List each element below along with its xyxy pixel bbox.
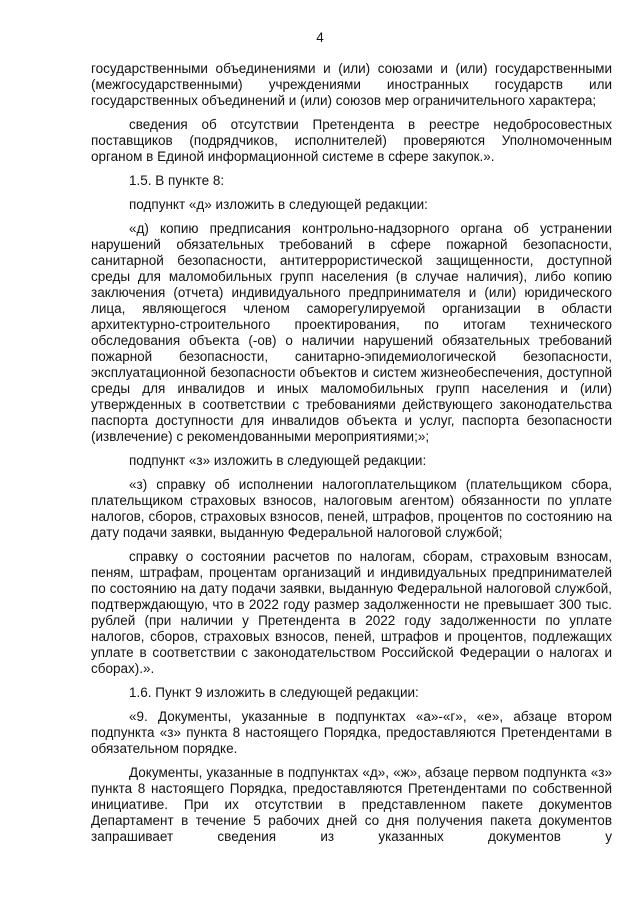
paragraph-continuation: государственными объединениями и (или) союзами и (или) государственными (межгосударственными) учреждениями иностранных государств или государственных объединений и (или) союзов мер ограничительного характера;	[91, 61, 612, 108]
section-heading: 1.5. В пункте 8:	[129, 173, 225, 188]
paragraph: сведения об отсутствии Претендента в реестре недобросовестных поставщиков (подрядчиков, исполнителей) проверяются Уполномоченным органом в Единой информационной системе в сфере закупок.».	[91, 117, 612, 164]
paragraph: подпункт «з» изложить в следующей редакции:	[129, 453, 427, 468]
paragraph: Документы, указанные в подпунктах «д», «ж», абзаце первом подпункта «з» пункта 8 настоящего Порядка, предоставляются Претендентами по собственной инициативе. При их отсутствии в представленном пакете документов Департамент в течение 5 рабочих дней со дня получения пакета документов запрашивает сведения из указанных документов у	[91, 765, 612, 844]
document-body	[91, 61, 612, 845]
paragraph: справку о состоянии расчетов по налогам, сборам, страховым взносам, пеням, штрафам, процентам организаций и индивидуальных предпринимателей по состоянию на дату подачи заявки, выданную Федеральной налоговой службой, подтверждающую, что в 2022 году размер задолженности не превышает 300 тыс. рублей (при наличии у Претендента в 2022 году задолженности по уплате налогов, сборов, страховых взносов, пеней, штрафов и процентов, подлежащих уплате в соответствии с законодательством Российской Федерации о налогах и сборах).».	[91, 549, 612, 676]
page-number: 4	[316, 30, 324, 45]
section-heading: 1.6. Пункт 9 изложить в следующей редакции:	[129, 685, 419, 700]
paragraph: «з) справку об исполнении налогоплательщиком (плательщиком сбора, плательщиком страховых взносов, налоговым агентом) обязанности по уплате налогов, сборов, страховых взносов, пеней, штрафов, процентов по состоянию на дату подачи заявки, выданную Федеральной налоговой службой;	[91, 477, 612, 540]
paragraph: подпункт «д» изложить в следующей редакции:	[129, 197, 428, 212]
paragraph: «д) копию предписания контрольно-надзорного органа об устранении нарушений обязательных требований в сфере пожарной безопасности, санитарной безопасности, антитеррористической защищенности, доступной среды для маломобильных групп населения (в случае наличия), либо копию заключения (отчета) индивидуального предпринимателя и (или) юридического лица, являющегося членом саморегулируемой организации в области архитектурно-строительного проектирования, по итогам технического обследования объекта (-ов) о наличии нарушений обязательных требований пожарной безопасности, санитарно-эпидемиологической безопасности, эксплуатационной безопасности объектов и систем жизнеобеспечения, доступной среды для инвалидов и иных маломобильных групп населения и (или) утвержденных в соответствии с требованиями действующего законодательства паспорта доступности для инвалидов объекта и услуг, паспорта безопасности (извлечение) с рекомендованными мероприятиями;»;	[91, 221, 612, 444]
paragraph: «9. Документы, указанные в подпунктах «а»-«г», «е», абзаце втором подпункта «з» пункта 8 настоящего Порядка, предоставляются Претендентами в обязательном порядке.	[91, 709, 612, 756]
